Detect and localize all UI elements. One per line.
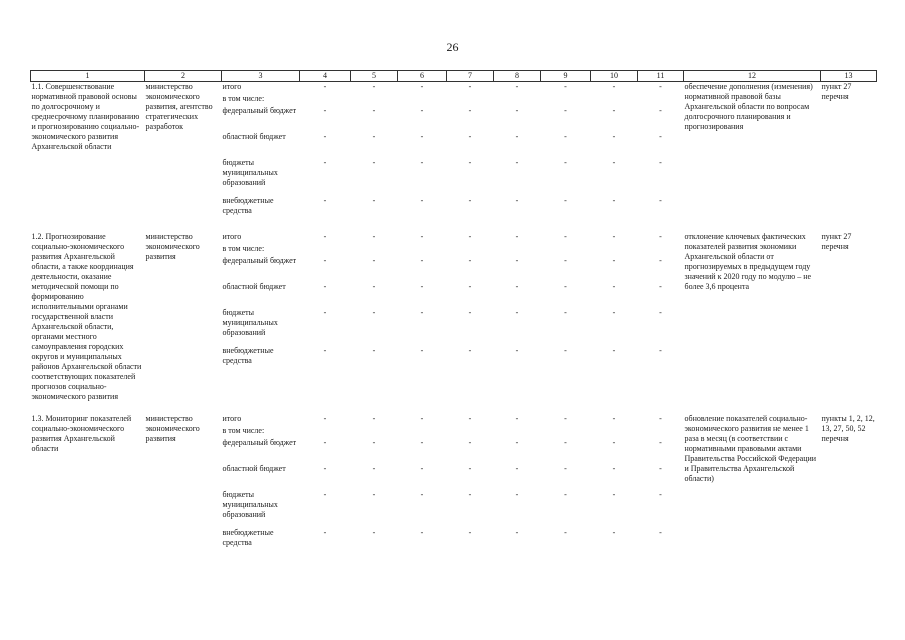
value-entry xyxy=(448,244,493,256)
result-cell: обеспечение дополнения (изменения) нормативной правовой базы Архангельской области по вопросам долгосрочного планирования и прогнозирования xyxy=(684,82,813,131)
value-entry: - xyxy=(515,158,519,167)
value-entry xyxy=(352,244,397,256)
value-entry: - xyxy=(372,82,376,91)
value-entry: - xyxy=(564,414,567,423)
value-entry xyxy=(639,426,683,438)
value-entry xyxy=(639,94,683,106)
value-cell xyxy=(638,232,684,402)
value-entry: - xyxy=(372,106,376,115)
col-header: 6 xyxy=(398,71,447,82)
funding-source: внебюджетные средства xyxy=(222,528,274,547)
value-entry: - xyxy=(515,132,519,141)
value-entry xyxy=(399,94,446,106)
value-entry: - xyxy=(372,438,376,447)
funding-source: в том числе: xyxy=(222,244,265,253)
value-entry: - xyxy=(323,346,327,355)
value-entry: - xyxy=(659,464,662,473)
funding-source: областной бюджет xyxy=(222,464,286,473)
value-entry: - xyxy=(323,256,327,265)
col-header: 11 xyxy=(638,71,684,82)
value-entry: - xyxy=(612,196,616,205)
value-cell xyxy=(300,414,351,552)
col-header: 3 xyxy=(222,71,300,82)
funding-source: федеральный бюджет xyxy=(222,256,297,265)
value-entry xyxy=(301,244,350,256)
value-entry: - xyxy=(420,196,424,205)
value-entry: - xyxy=(323,106,327,115)
value-entry: - xyxy=(564,106,567,115)
value-entry: - xyxy=(612,414,616,423)
value-cell xyxy=(447,414,494,552)
value-entry: - xyxy=(372,464,376,473)
value-entry: - xyxy=(420,528,424,537)
value-entry: - xyxy=(612,490,616,499)
value-cell xyxy=(351,232,398,402)
value-cell xyxy=(398,414,447,552)
funding-source: в том числе: xyxy=(222,426,265,435)
col-header: 12 xyxy=(684,71,821,82)
value-entry xyxy=(592,426,637,438)
activity-name-cell: 1.3. Мониторинг показателей социально-экономического развития Архангельской области xyxy=(31,414,132,453)
value-cell xyxy=(541,82,591,221)
value-entry: - xyxy=(564,282,567,291)
program-table xyxy=(30,70,877,552)
value-entry: - xyxy=(659,82,662,91)
page-number: 26 xyxy=(446,40,459,54)
value-entry: - xyxy=(515,464,519,473)
value-entry: - xyxy=(420,490,424,499)
value-entry: - xyxy=(659,490,662,499)
spacer-cell xyxy=(31,220,877,232)
value-entry: - xyxy=(420,106,424,115)
funding-source: федеральный бюджет xyxy=(222,438,297,447)
value-entry xyxy=(495,94,540,106)
spacer-cell xyxy=(31,402,877,414)
value-entry: - xyxy=(420,158,424,167)
value-entry xyxy=(592,94,637,106)
table-row xyxy=(31,82,877,221)
value-entry xyxy=(495,244,540,256)
value-entry: - xyxy=(659,232,662,241)
header-row xyxy=(31,71,877,82)
value-entry: - xyxy=(420,464,424,473)
executor-cell: министерство экономического развития xyxy=(145,414,200,443)
value-cell xyxy=(591,414,638,552)
value-entry: - xyxy=(515,414,519,423)
funding-source: итого xyxy=(222,82,242,91)
value-entry xyxy=(352,94,397,106)
value-entry xyxy=(542,244,590,256)
col-header: 13 xyxy=(821,71,877,82)
value-entry: - xyxy=(468,438,472,447)
value-entry: - xyxy=(323,438,327,447)
col-header: 4 xyxy=(300,71,351,82)
value-entry: - xyxy=(468,196,472,205)
value-entry: - xyxy=(659,196,662,205)
value-entry xyxy=(495,426,540,438)
col-header: 5 xyxy=(351,71,398,82)
value-entry: - xyxy=(564,308,567,317)
col-header: 9 xyxy=(541,71,591,82)
value-entry: - xyxy=(659,106,662,115)
value-cell xyxy=(300,82,351,221)
value-entry: - xyxy=(420,308,424,317)
value-entry: - xyxy=(372,196,376,205)
result-cell: отклонение ключевых фактических показателей развития экономики Архангельской области от прогнозируемых в предыдущем году значений к 2020 году по модулю – не более 3,6 процента xyxy=(684,232,812,291)
link-cell: пункт 27 перечня xyxy=(821,82,852,101)
value-entry: - xyxy=(659,308,662,317)
value-entry: - xyxy=(515,82,519,91)
value-cell xyxy=(300,232,351,402)
value-entry: - xyxy=(323,132,327,141)
value-entry: - xyxy=(323,82,327,91)
activity-name-cell: 1.1. Совершенствование нормативной правовой основы по долгосрочному и среднесрочному планированию и прогнозированию социально-экономического развития Архангельской области xyxy=(31,82,140,151)
value-entry: - xyxy=(468,490,472,499)
value-entry: - xyxy=(659,438,662,447)
executor-cell: министерство экономического развития xyxy=(145,232,200,261)
funding-source: внебюджетные средства xyxy=(222,196,274,215)
activity-name-cell: 1.2. Прогнозирование социально-экономического развития Архангельской области, а также координация деятельности, оказание методической помощи по формированию исполнительными органами государственной власти Архангельской области, органами местного самоуправления городских округов и муниципальных районов Архангельской области соответствующих показателей прогнозов социально-экономического развития xyxy=(31,232,142,401)
value-entry: - xyxy=(372,256,376,265)
value-entry: - xyxy=(372,414,376,423)
value-entry: - xyxy=(420,256,424,265)
value-entry: - xyxy=(612,282,616,291)
value-entry: - xyxy=(323,196,327,205)
value-cell xyxy=(398,82,447,221)
value-entry: - xyxy=(372,490,376,499)
value-cell xyxy=(398,232,447,402)
value-entry xyxy=(301,94,350,106)
table-row xyxy=(31,414,877,552)
value-entry: - xyxy=(323,158,327,167)
value-entry: - xyxy=(564,132,567,141)
value-entry: - xyxy=(564,82,567,91)
value-entry: - xyxy=(564,232,567,241)
funding-source: бюджеты муниципальных образований xyxy=(222,158,278,187)
value-entry: - xyxy=(468,528,472,537)
executor-cell: министерство экономического развития, агентство стратегических разработок xyxy=(145,82,213,131)
value-entry: - xyxy=(420,346,424,355)
col-header: 7 xyxy=(447,71,494,82)
value-entry: - xyxy=(515,438,519,447)
value-entry: - xyxy=(564,438,567,447)
value-entry: - xyxy=(612,132,616,141)
value-entry: - xyxy=(515,490,519,499)
col-header: 10 xyxy=(591,71,638,82)
value-entry: - xyxy=(468,82,472,91)
value-entry: - xyxy=(515,256,519,265)
value-cell xyxy=(591,82,638,221)
value-entry: - xyxy=(612,232,616,241)
value-entry: - xyxy=(323,414,327,423)
value-entry: - xyxy=(564,490,567,499)
col-header: 8 xyxy=(494,71,541,82)
value-entry: - xyxy=(612,528,616,537)
value-entry: - xyxy=(323,282,327,291)
value-entry: - xyxy=(564,196,567,205)
value-entry: - xyxy=(659,346,662,355)
value-entry: - xyxy=(468,106,472,115)
value-entry xyxy=(542,426,590,438)
value-entry: - xyxy=(612,256,616,265)
funding-source: в том числе: xyxy=(222,94,265,103)
value-entry: - xyxy=(372,282,376,291)
value-cell xyxy=(351,82,398,221)
value-entry: - xyxy=(420,438,424,447)
funding-source: федеральный бюджет xyxy=(222,106,297,115)
link-cell: пункты 1, 2, 12, 13, 27, 50, 52 перечня xyxy=(821,414,875,443)
value-entry: - xyxy=(468,132,472,141)
funding-source: областной бюджет xyxy=(222,282,286,291)
value-entry: - xyxy=(564,256,567,265)
value-entry: - xyxy=(372,528,376,537)
value-entry: - xyxy=(323,528,327,537)
col-header: 1 xyxy=(31,71,145,82)
value-entry: - xyxy=(372,232,376,241)
value-cell xyxy=(591,232,638,402)
value-entry xyxy=(542,94,590,106)
value-entry: - xyxy=(612,82,616,91)
value-entry xyxy=(448,426,493,438)
value-entry: - xyxy=(468,232,472,241)
value-cell xyxy=(494,82,541,221)
value-entry: - xyxy=(564,528,567,537)
value-entry: - xyxy=(420,232,424,241)
value-entry: - xyxy=(372,132,376,141)
value-cell xyxy=(638,414,684,552)
value-entry: - xyxy=(323,464,327,473)
value-entry: - xyxy=(612,438,616,447)
value-entry: - xyxy=(468,308,472,317)
value-entry: - xyxy=(659,158,662,167)
link-cell: пункт 27 перечня xyxy=(821,232,852,251)
value-entry: - xyxy=(515,106,519,115)
value-entry: - xyxy=(659,132,662,141)
value-entry: - xyxy=(564,346,567,355)
value-entry: - xyxy=(515,528,519,537)
value-entry xyxy=(399,426,446,438)
value-entry: - xyxy=(515,346,519,355)
value-entry: - xyxy=(564,158,567,167)
funding-source: бюджеты муниципальных образований xyxy=(222,490,278,519)
value-entry: - xyxy=(323,232,327,241)
value-entry: - xyxy=(612,346,616,355)
value-entry: - xyxy=(323,490,327,499)
value-entry: - xyxy=(659,282,662,291)
value-entry xyxy=(448,94,493,106)
value-entry: - xyxy=(468,256,472,265)
value-entry xyxy=(592,244,637,256)
funding-sources-cell xyxy=(222,414,300,552)
result-cell: обновление показателей социально-экономического развития не менее 1 раза в месяц (в соответствии с нормативными правовыми актами Правительства Российской Федерации и Правительства Архангельской области) xyxy=(684,414,817,483)
value-entry xyxy=(352,426,397,438)
value-cell xyxy=(447,82,494,221)
value-entry: - xyxy=(515,232,519,241)
value-entry: - xyxy=(564,464,567,473)
value-entry: - xyxy=(420,414,424,423)
funding-sources-cell xyxy=(222,82,300,221)
value-entry: - xyxy=(515,196,519,205)
value-entry: - xyxy=(612,106,616,115)
funding-source: бюджеты муниципальных образований xyxy=(222,308,278,337)
value-cell xyxy=(447,232,494,402)
value-entry: - xyxy=(468,158,472,167)
value-entry: - xyxy=(468,464,472,473)
value-entry xyxy=(639,244,683,256)
funding-source: итого xyxy=(222,232,242,241)
table-row xyxy=(31,232,877,402)
value-cell xyxy=(494,414,541,552)
value-entry xyxy=(399,244,446,256)
value-entry xyxy=(301,426,350,438)
funding-source: внебюджетные средства xyxy=(222,346,274,365)
funding-sources-cell xyxy=(222,232,300,402)
funding-source: областной бюджет xyxy=(222,132,286,141)
value-cell xyxy=(494,232,541,402)
value-entry: - xyxy=(372,346,376,355)
value-cell xyxy=(541,414,591,552)
value-entry: - xyxy=(372,308,376,317)
funding-source: итого xyxy=(222,414,242,423)
value-entry: - xyxy=(659,528,662,537)
value-entry: - xyxy=(420,132,424,141)
value-entry: - xyxy=(468,282,472,291)
value-entry: - xyxy=(612,308,616,317)
row-spacer xyxy=(31,402,877,414)
value-entry: - xyxy=(659,414,662,423)
value-entry: - xyxy=(372,158,376,167)
value-entry: - xyxy=(659,256,662,265)
value-entry: - xyxy=(420,82,424,91)
value-entry: - xyxy=(515,308,519,317)
value-entry: - xyxy=(468,414,472,423)
col-header: 2 xyxy=(145,71,222,82)
value-entry: - xyxy=(420,282,424,291)
value-cell xyxy=(541,232,591,402)
value-entry: - xyxy=(612,464,616,473)
value-entry: - xyxy=(612,158,616,167)
row-spacer xyxy=(31,220,877,232)
value-entry: - xyxy=(323,308,327,317)
value-cell xyxy=(351,414,398,552)
value-cell xyxy=(638,82,684,221)
value-entry: - xyxy=(468,346,472,355)
value-entry: - xyxy=(515,282,519,291)
